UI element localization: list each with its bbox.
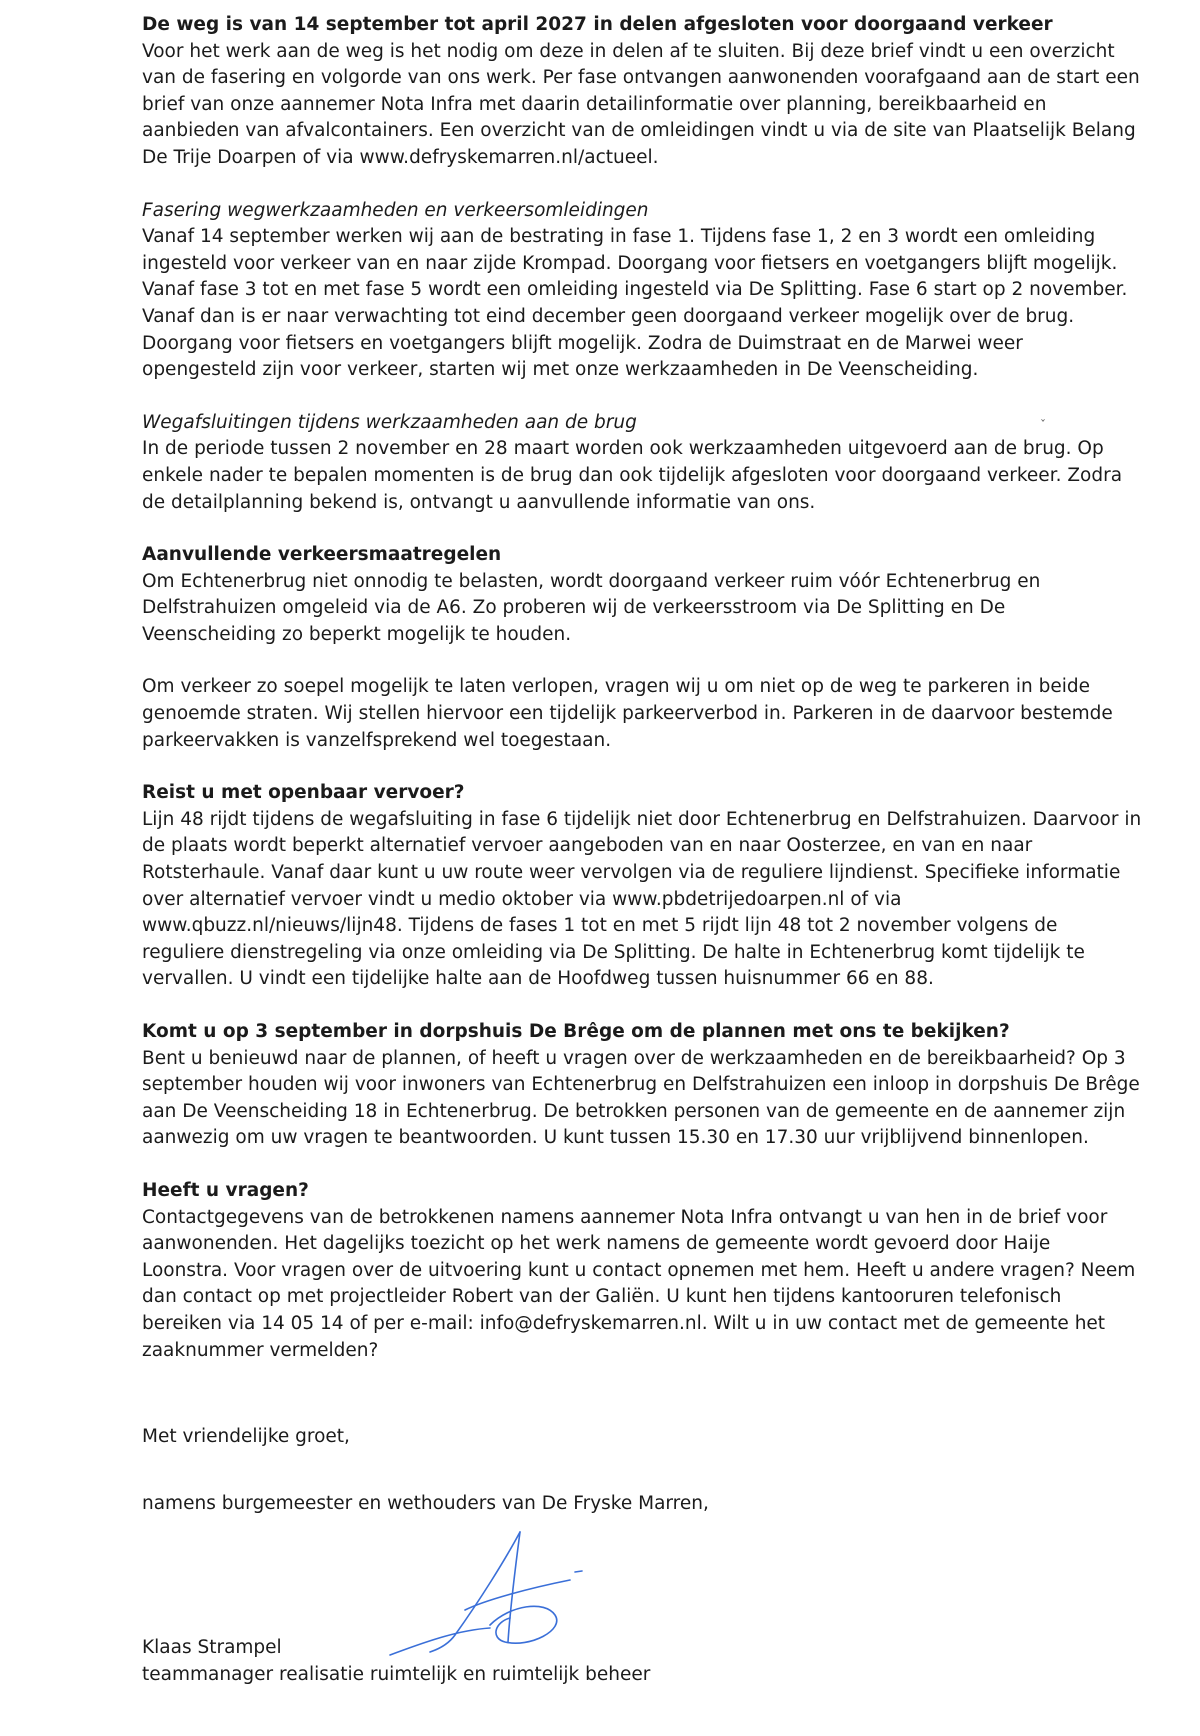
- section-questions: [142, 1178, 1142, 1364]
- section-public-transport: [142, 780, 1142, 993]
- section-paragraph: Om Echtenerbrug niet onnodig te belasten, wordt doorgaand verkeer ruim vóór Echtenerbrug en Delfstrahuizen omgeleid via de A6. Zo proberen wij de verkeersstroom via De Splitting en De Veenscheiding zo beperkt mogelijk te houden.: [142, 570, 1041, 645]
- section-paragraph: Contactgegevens van de betrokkenen namens aannemer Nota Infra ontvangt u van hen in de brief voor aanwonenden. Het dagelijks toezicht op het werk namens de gemeente wordt gevoerd door Haije Loonstra. Voor vragen over de uitvoering kunt u contact opnemen met hem. Heeft u andere vragen? Neem dan contact op met projectleider Robert van der Galiën. U kunt hen tijdens kantooruren telefonisch bereiken via 14 05 14 of per e-mail: info@defryskemarren.nl. Wilt u in uw contact met de gemeente het zaaknummer vermelden?: [142, 1206, 1136, 1361]
- signer-name: Klaas Strampel: [142, 1637, 282, 1659]
- stray-mark-icon: ˇ: [1040, 418, 1046, 432]
- section-paragraph: In de periode tussen 2 november en 28 maart worden ook werkzaamheden uitgevoerd aan de brug. Op enkele nader te bepalen momenten is de brug dan ook tijdelijk afgesloten voor doorgaand verkeer. Zodra de detailplanning bekend is, ontvangt u aanvullende informatie van ons.: [142, 438, 1123, 513]
- section-heading: Reist u met openbaar vervoer?: [142, 782, 465, 804]
- section-bridge-closures: [142, 410, 1142, 516]
- section-paragraph: Bent u benieuwd naar de plannen, of heeft u vragen over de werkzaamheden en de bereikbaarheid? Op 3 september houden wij voor inwoners van Echtenerbrug en Delfstrahuizen een inloop in dorpshuis De Brêge aan De Veenscheiding 18 in Echtenerbrug. De betrokken personen van de gemeente en de aannemer zijn aanwezig om uw vragen te beantwoorden. U kunt tussen 15.30 en 17.30 uur vrijblijvend binnenlopen.: [142, 1047, 1140, 1149]
- section-paragraph: Om verkeer zo soepel mogelijk te laten verlopen, vragen wij u om niet op de weg te parkeren in beide genoemde straten. Wij stellen hiervoor een tijdelijk parkeerverbod in. Parkeren in de daarvoor bestemde parkeervakken is vanzelfsprekend wel toegestaan.: [142, 676, 1113, 751]
- section-paragraph: Voor het werk aan de weg is het nodig om deze in delen af te sluiten. Bij deze brief vindt u een overzicht van de fasering en volgorde van ons werk. Per fase ontvangen aanwonenden voorafgaand aan de start een brief van onze aannemer Nota Infra met daarin detailinformatie over planning, bereikbaarheid en aanbieden van afvalcontainers. Een overzicht van de omleidingen vindt u via de site van Plaatselijk Belang De Trije Doarpen of via www.defryskemarren.nl/actueel.: [142, 40, 1140, 168]
- section-heading: Wegafsluitingen tijdens werkzaamheden aan de brug: [142, 411, 637, 433]
- letter-body: [142, 12, 1142, 1689]
- section-traffic-measures: [142, 542, 1142, 754]
- section-road-closure: [142, 12, 1142, 172]
- section-paragraph: Lijn 48 rijdt tijdens de wegafsluiting in fase 6 tijdelijk niet door Echtenerbrug en Delfstrahuizen. Daarvoor in de plaats wordt beperkt alternatief vervoer aangeboden van en naar Oosterzee, en van en naar Rotsterhaule. Vanaf daar kunt u uw route weer vervolgen via de reguliere lijndienst. Specifieke informatie over alternatief vervoer vindt u medio oktober via www.pbdetrijedoarpen.nl of via www.qbuzz.nl/nieuws/lijn48. Tijdens de fases 1 tot en met 5 rijdt lijn 48 tot 2 november volgens de reguliere dienstregeling via onze omleiding via De Splitting. De halte in Echtenerbrug komt tijdelijk te vervallen. U vindt een tijdelijke halte aan de Hoofdweg tussen huisnummer 66 en 88.: [142, 808, 1142, 990]
- closing-greeting: Met vriendelijke groet,: [142, 1426, 350, 1448]
- signer-title: teammanager realisatie ruimtelijk en ruimtelijk beheer: [142, 1663, 651, 1685]
- section-heading: De weg is van 14 september tot april 2027 in delen afgesloten voor doorgaand verkeer: [142, 14, 1053, 35]
- section-heading: Komt u op 3 september in dorpshuis De Brêge om de plannen met ons te bekijken?: [142, 1021, 1010, 1042]
- section-paragraph: Vanaf 14 september werken wij aan de bestrating in fase 1. Tijdens fase 1, 2 en 3 wordt een omleiding ingesteld voor verkeer van en naar zijde Krompad. Doorgang voor fietsers en voetgangers blijft mogelijk. Vanaf fase 3 tot en met fase 5 wordt een omleiding ingesteld via De Splitting. Fase 6 start op 2 november. Vanaf dan is er naar verwachting tot eind december geen doorgaand verkeer mogelijk over de brug. Doorgang voor fietsers en voetgangers blijft mogelijk. Zodra de Duimstraat en de Marwei weer opengesteld zijn voor verkeer, starten wij met onze werkzaamheden in De Veenscheiding.: [142, 226, 1128, 381]
- section-heading: Aanvullende verkeersmaatregelen: [142, 544, 502, 566]
- section-phasing: [142, 198, 1142, 384]
- section-information-meeting: [142, 1019, 1142, 1152]
- handwritten-signature: [370, 1530, 620, 1660]
- on-behalf-line: namens burgemeester en wethouders van De Fryske Marren,: [142, 1492, 709, 1514]
- section-heading: Fasering wegwerkzaamheden en verkeersomleidingen: [142, 199, 649, 221]
- section-heading: Heeft u vragen?: [142, 1179, 309, 1201]
